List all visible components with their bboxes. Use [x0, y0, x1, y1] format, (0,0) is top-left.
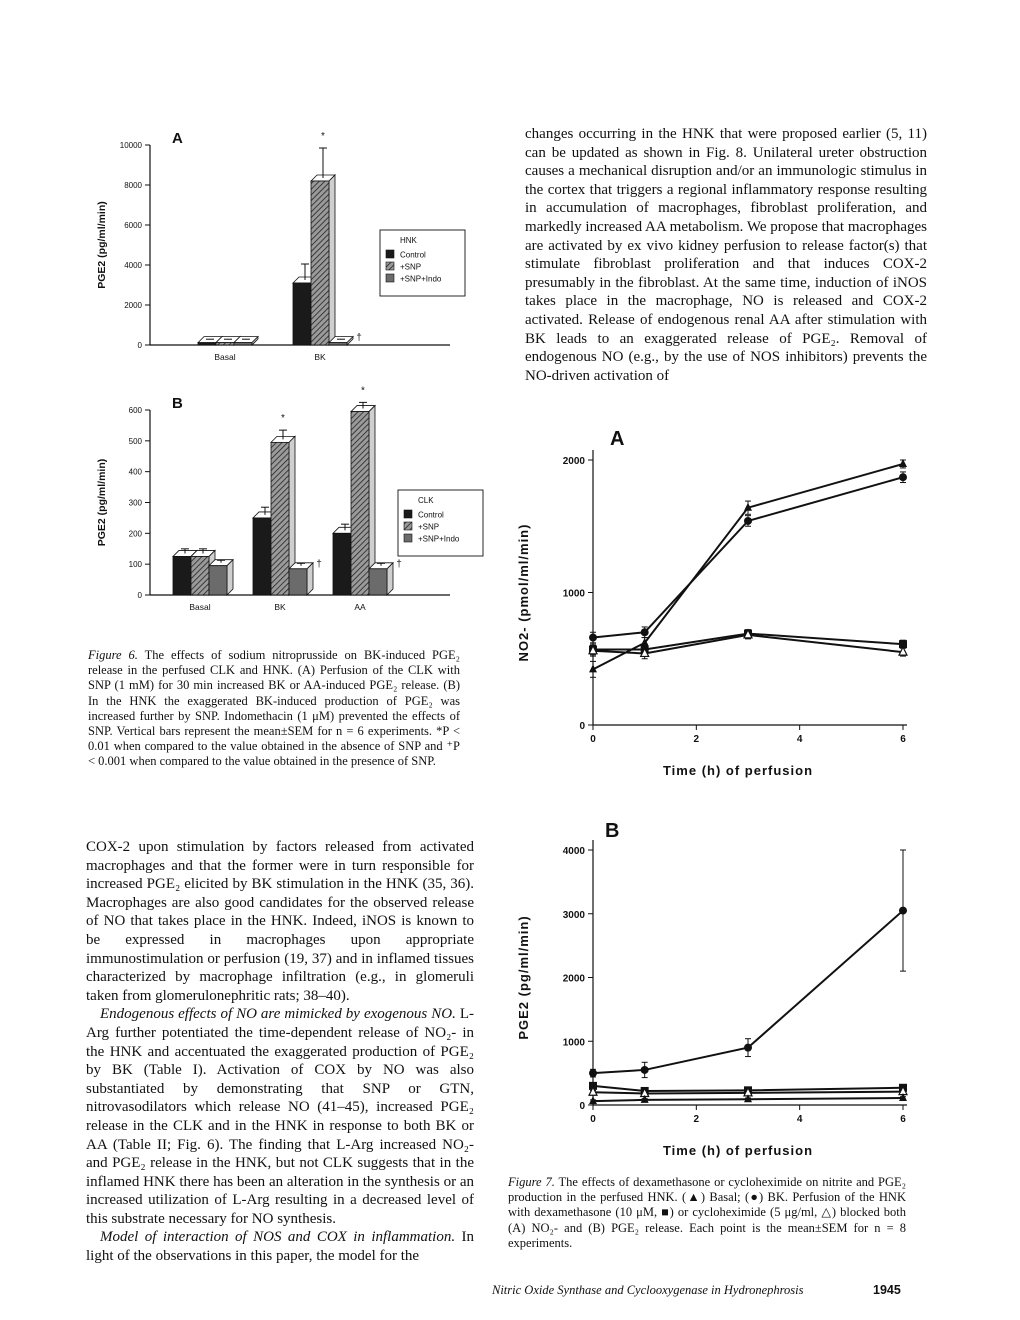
bar [271, 442, 289, 595]
section-heading: Model of interaction of NOS and COX in inflammation. [100, 1229, 456, 1246]
legend-label: +SNP [418, 522, 440, 532]
bar [216, 343, 234, 345]
significance-mark: † [356, 332, 362, 344]
bar [289, 569, 307, 595]
y-tick-label: 100 [128, 560, 142, 570]
legend-label: +SNP [400, 262, 422, 272]
x-tick-label: 6 [900, 734, 906, 745]
x-tick-label: 2 [693, 1114, 700, 1125]
data-point [589, 634, 597, 642]
y-axis-label: PGE2 (pg/ml/min) [96, 201, 108, 289]
data-point [899, 907, 907, 915]
y-tick-label: 600 [128, 406, 142, 415]
x-tick-label: 0 [590, 734, 596, 745]
x-axis-label: Time (h) of perfusion [662, 1143, 814, 1158]
figure-7-label: Figure 7. [508, 1175, 555, 1189]
y-tick-label: 1000 [562, 1037, 585, 1049]
bar-side [307, 563, 313, 595]
data-point [744, 1044, 752, 1052]
figure-6-label: Figure 6. [88, 648, 138, 662]
legend-swatch [404, 522, 412, 530]
left-column-text [86, 838, 474, 1266]
legend-swatch [386, 274, 394, 282]
data-point [589, 1069, 597, 1077]
significance-mark: * [361, 385, 365, 397]
paragraph: COX-2 upon stimulation by factors released from activated macrophages and that the former were in turn responsible for increased PGE₂ elicited by BK stimulation in the HNK (35, 36). Macrophages are also good candidates for the observed release of NO that takes place in the HNK. Indeed, iNOS is known to be expressed in macrophages upon appropriate immunostimulation or perfusion (19, 37) and in inflamed tissues characterized by macrophage infiltration (e.g., in glomeruli taken from glomerulonephritic rats; 38–40). [86, 839, 474, 1004]
bar [253, 518, 271, 595]
significance-mark: † [316, 558, 322, 570]
y-axis-label: NO2- (pmol/ml/min) [516, 523, 531, 662]
figure-6b-chart [80, 385, 500, 640]
figure-7a-chart [505, 420, 925, 795]
x-tick-label: 2 [693, 734, 700, 745]
y-tick-label: 300 [128, 498, 142, 508]
bar [234, 343, 252, 345]
section-heading: Endogenous effects of NO are mimicked by exogenous NO. [100, 1006, 456, 1023]
bar [198, 343, 216, 345]
significance-mark: * [321, 131, 325, 142]
bar [351, 412, 369, 595]
data-point [641, 1066, 649, 1074]
y-tick-label: 2000 [124, 301, 142, 310]
significance-mark: * [281, 413, 285, 425]
y-tick-label: 10000 [119, 141, 142, 150]
x-tick-label: 4 [796, 734, 803, 745]
y-tick-label: 500 [128, 436, 142, 446]
x-tick-label: 0 [590, 1114, 596, 1125]
x-tick-label: AA [354, 602, 366, 612]
y-tick-label: 0 [137, 591, 142, 600]
x-tick-label: 4 [796, 1114, 803, 1125]
legend-swatch [404, 510, 412, 518]
bar [333, 533, 351, 595]
legend-label: +SNP+Indo [418, 534, 460, 544]
x-tick-label: BK [314, 352, 326, 362]
figure-7b-chart [505, 815, 925, 1170]
data-point [641, 628, 649, 636]
paragraph [86, 1005, 474, 1228]
bar [369, 569, 387, 595]
x-tick-label: Basal [189, 602, 211, 612]
y-tick-label: 200 [128, 529, 142, 539]
x-axis-label: Time (h) of perfusion [662, 763, 814, 778]
legend-title: HNK [400, 236, 417, 245]
y-tick-label: 0 [579, 721, 585, 732]
bar [329, 343, 347, 345]
bar [173, 556, 191, 595]
bar [311, 181, 329, 345]
y-tick-label: 6000 [124, 221, 142, 230]
x-tick-label: Basal [214, 352, 236, 362]
running-title: Nitric Oxide Synthase and Cyclooxygenase in Hydronephrosis [492, 1283, 804, 1297]
y-tick-label: 8000 [124, 181, 142, 190]
panel-label: B [605, 820, 620, 842]
paragraph-text: L-Arg further potentiated the time-dependent release of NO₂- in the HNK and accentuated the exaggerated production of PGE₂ by BK (Table I). Activation of COX by NO was also substantiated by demonstrating that SNP or GTN, nitrovasodilators which release NO (41–45), increased PGE₂ release in the CLK and in the HNK in response to both BK or AA (Table II; Fig. 6). The finding that L-Arg increased NO₂- and PGE₂ release in the HNK, but not CLK suggests that in the inflamed HNK there has been an alteration in the synthesis or an increased utilization of L-Arg resulting in a decreased level of this substrate necessary for NO synthesis. [86, 1006, 475, 1227]
right-column-text [525, 125, 927, 385]
figure-6-caption [88, 648, 460, 770]
x-tick-label: BK [274, 602, 286, 612]
bar-side [227, 560, 233, 595]
y-tick-label: 2000 [562, 973, 585, 985]
bar-side [329, 175, 335, 345]
legend-swatch [404, 534, 412, 542]
y-tick-label: 2000 [562, 456, 585, 467]
y-tick-label: 0 [579, 1101, 585, 1112]
y-tick-label: 0 [137, 341, 142, 350]
y-tick-label: 4000 [562, 846, 585, 857]
y-tick-label: 4000 [124, 261, 142, 270]
y-tick-label: 1000 [562, 588, 585, 600]
y-axis-label: PGE2 (pg/ml/min) [96, 458, 108, 547]
x-tick-label: 6 [900, 1114, 906, 1125]
significance-mark: † [396, 558, 402, 570]
bar [209, 566, 227, 595]
legend-label: Control [400, 250, 426, 260]
figure-6-caption-text: The effects of sodium nitroprusside on BK-induced PGE₂ release in the perfused CLK and HNK. (A) Perfusion of the CLK with SNP (1 mM) for 30 min increased BK or AA-induced PGE₂ release. (B) In the HNK the exaggerated BK-induced production of PGE₂ was increased further by SNP. Indomethacin (1 μM) prevented the effects of SNP. Vertical bars represent the mean±SEM for n = 6 experiments. *P < 0.01 when compared to the value obtained in the absence of SNP and ⁺P < 0.001 when compared to the value obtained in the presence of SNP. [88, 648, 461, 769]
y-axis-label: PGE2 (pg/ml/min) [516, 915, 531, 1040]
legend-label: Control [418, 510, 444, 520]
bar [293, 283, 311, 345]
panel-label: B [172, 395, 183, 412]
legend-swatch [386, 250, 394, 258]
figure-7-caption [508, 1175, 906, 1251]
bar-side [387, 563, 393, 595]
figure-7-caption-text: The effects of dexamethasone or cycloheximide on nitrite and PGE₂ production in the perfused HNK. (▲) Basal; (●) BK. Perfusion of the HNK with dexamethasone (10 μM, ■) or cycloheximide (5 μg/ml, △) blocked both (A) NO₂- and (B) PGE₂ release. Each point is the mean±SEM for n = 8 experiments. [508, 1175, 906, 1250]
panel-label: A [172, 130, 183, 147]
page-number: 1945 [873, 1283, 901, 1297]
data-point [899, 473, 907, 481]
legend-title: CLK [418, 496, 434, 505]
figure-6a-chart [80, 120, 500, 370]
y-tick-label: 3000 [562, 909, 585, 921]
paragraph: changes occurring in the HNK that were proposed earlier (5, 11) can be updated as shown in Fig. 8. Unilateral ureter obstruction causes a mechanical disruption and/or an immunologic stimulus in the cortex that triggers a regional inflammatory response resulting in accumulation of macrophages, fibroblast proliferation, and markedly increased AA metabolism. We propose that macrophages are activated by ex vivo kidney perfusion to release factor(s) that stimulate fibroblast proliferation and that induces COX-2 presumably in the fibroblast. At the same time, induction of iNOS takes place in the macrophage, NO is released and COX-2 activated. Release of endogenous renal AA after stimulation with BK leads to an exaggerated release of PGE₂. Removal of endogenous NO (e.g., by the use of NOS inhibitors) prevents the NO-driven activation of [525, 126, 927, 384]
data-point [744, 517, 752, 525]
bar [191, 556, 209, 595]
legend-swatch [386, 262, 394, 270]
legend-label: +SNP+Indo [400, 274, 442, 284]
panel-label: A [610, 428, 625, 450]
y-tick-label: 400 [128, 467, 142, 477]
paragraph [86, 1228, 474, 1265]
paragraph-text: In light of the observations in this paper, the model for the [86, 1229, 474, 1265]
